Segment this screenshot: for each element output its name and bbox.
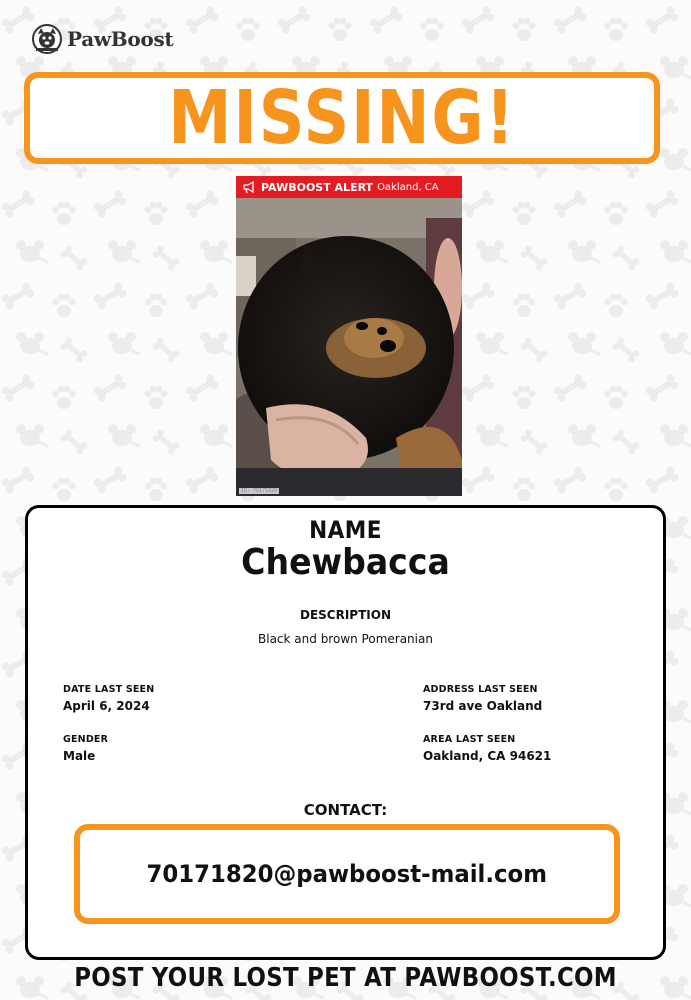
megaphone-icon — [242, 180, 256, 194]
pet-photo — [236, 198, 462, 496]
date-last-seen-field — [63, 684, 154, 713]
pet-name: Chewbacca — [241, 542, 450, 583]
address-last-seen-field — [423, 684, 542, 713]
alert-location: Oakland, CA — [377, 181, 439, 193]
pawboost-alert-bar — [236, 176, 462, 198]
gender-value: Male — [63, 749, 96, 763]
date-last-seen-label: DATE LAST SEEN — [63, 684, 155, 695]
pet-info-card — [25, 505, 666, 960]
photo-id: ID: 70171820 — [241, 488, 278, 494]
address-last-seen-label: ADDRESS LAST SEEN — [423, 684, 538, 695]
description-text: Black and brown Pomeranian — [258, 632, 433, 646]
footer-cta: POST YOUR LOST PET AT PAWBOOST.COM — [74, 963, 617, 993]
contact-box — [74, 824, 620, 924]
missing-banner — [24, 72, 660, 164]
contact-email-link[interactable]: 70171820@pawboost-mail.com — [146, 860, 548, 888]
address-last-seen-value: 73rd ave Oakland — [423, 699, 543, 713]
description-label: DESCRIPTION — [299, 608, 391, 622]
gender-label: GENDER — [63, 734, 109, 745]
area-last-seen-value: Oakland, CA 94621 — [423, 749, 552, 763]
date-last-seen-value: April 6, 2024 — [63, 699, 150, 713]
alert-title: PAWBOOST ALERT — [261, 180, 374, 194]
pawboost-logo — [32, 22, 173, 56]
contact-label: CONTACT: — [303, 801, 388, 819]
area-last-seen-field — [423, 734, 551, 763]
area-last-seen-label: AREA LAST SEEN — [423, 734, 516, 745]
gender-field — [63, 734, 108, 763]
missing-headline: MISSING! — [168, 75, 516, 161]
name-label: NAME — [309, 516, 382, 544]
pawboost-dog-logo-icon — [32, 24, 62, 54]
pet-photo-card — [236, 176, 462, 496]
brand-name: PawBoost — [67, 27, 174, 51]
